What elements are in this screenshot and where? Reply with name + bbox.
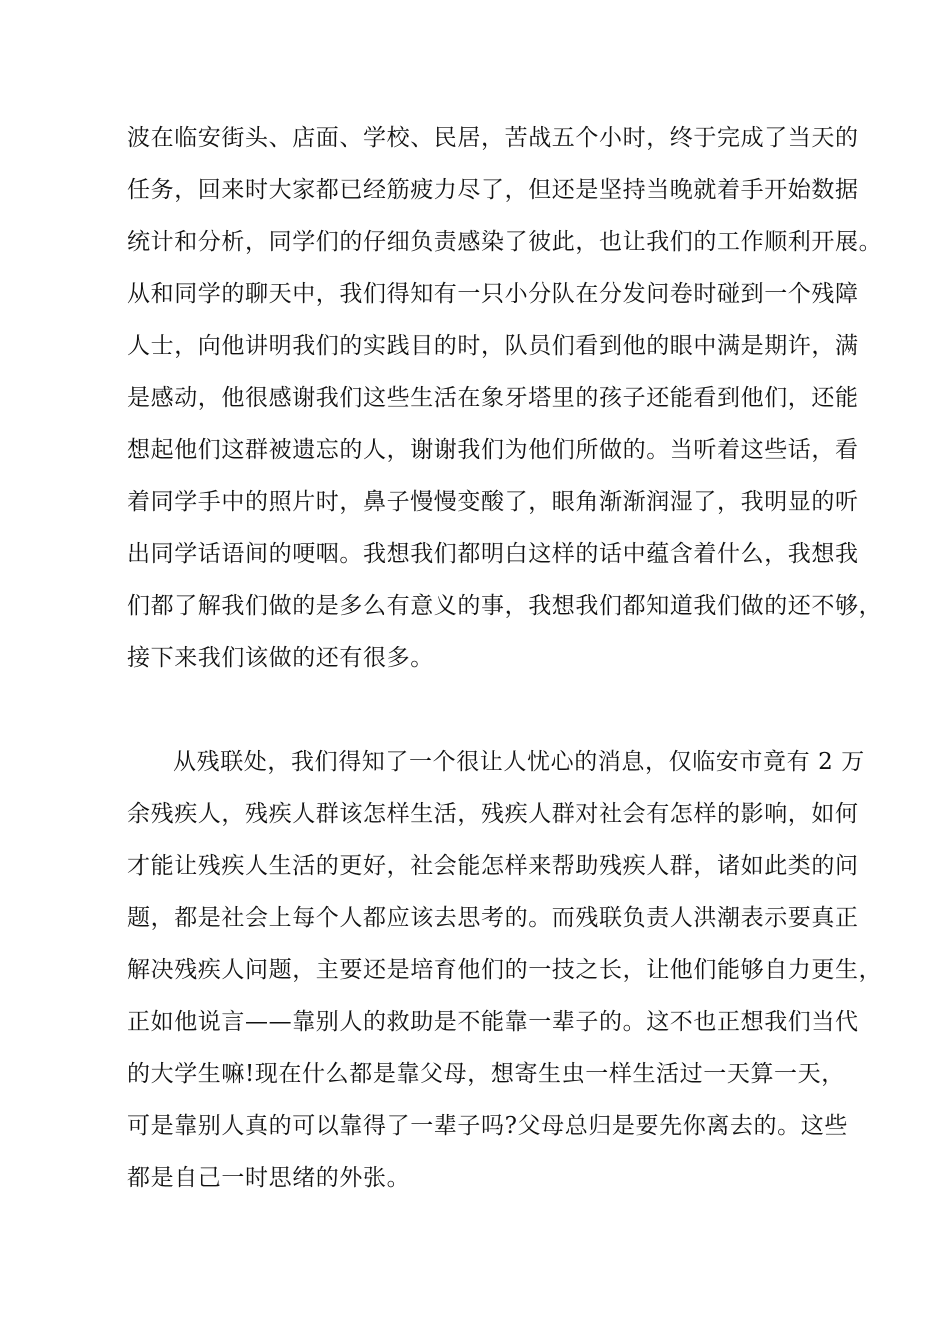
text-line: 才能让残疾人生活的更好，社会能怎样来帮助残疾人群，诸如此类的问 [127, 853, 859, 879]
text-line: 统计和分析，同学们的仔细负责感染了彼此，也让我们的工作顺利开展。 [127, 229, 883, 255]
text-line: 从残联处，我们得知了一个很让人忧心的消息，仅临安市竟有 2 万 [173, 749, 865, 775]
text-line: 是感动，他很感谢我们这些生活在象牙塔里的孩子还能看到他们，还能 [127, 385, 859, 411]
text-line: 余残疾人，残疾人群该怎样生活，残疾人群对社会有怎样的影响，如何 [127, 801, 859, 827]
text-line: 从和同学的聊天中，我们得知有一只小分队在分发问卷时碰到一个残障 [127, 281, 859, 307]
text-line: 波在临安街头、店面、学校、民居，苦战五个小时，终于完成了当天的 [127, 125, 859, 151]
text-line: 着同学手中的照片时，鼻子慢慢变酸了，眼角渐渐润湿了，我明显的听 [127, 489, 859, 515]
text-line: 题，都是社会上每个人都应该去思考的。而残联负责人洪潮表示要真正 [127, 905, 859, 931]
text-line: 人士，向他讲明我们的实践目的时，队员们看到他的眼中满是期许，满 [127, 333, 859, 359]
text-line: 们都了解我们做的是多么有意义的事，我想我们都知道我们做的还不够， [127, 593, 883, 619]
text-line: 想起他们这群被遗忘的人，谢谢我们为他们所做的。当听着这些话，看 [127, 437, 859, 463]
text-line: 任务，回来时大家都已经筋疲力尽了，但还是坚持当晚就着手开始数据 [127, 177, 859, 203]
text-line: 解决残疾人问题，主要还是培育他们的一技之长，让他们能够自力更生， [127, 957, 883, 983]
text-line: 出同学话语间的哽咽。我想我们都明白这样的话中蕴含着什么，我想我 [127, 541, 859, 567]
text-line: 可是靠别人真的可以靠得了一辈子吗?父母总归是要先你离去的。这些 [127, 1113, 848, 1139]
text-line: 的大学生嘛!现在什么都是靠父母，想寄生虫一样生活过一天算一天， [127, 1061, 845, 1087]
text-line: 接下来我们该做的还有很多。 [127, 645, 434, 671]
text-line: 正如他说言——靠别人的救助是不能靠一辈子的。这不也正想我们当代 [127, 1009, 859, 1035]
text-line: 都是自己一时思绪的外张。 [127, 1165, 411, 1191]
